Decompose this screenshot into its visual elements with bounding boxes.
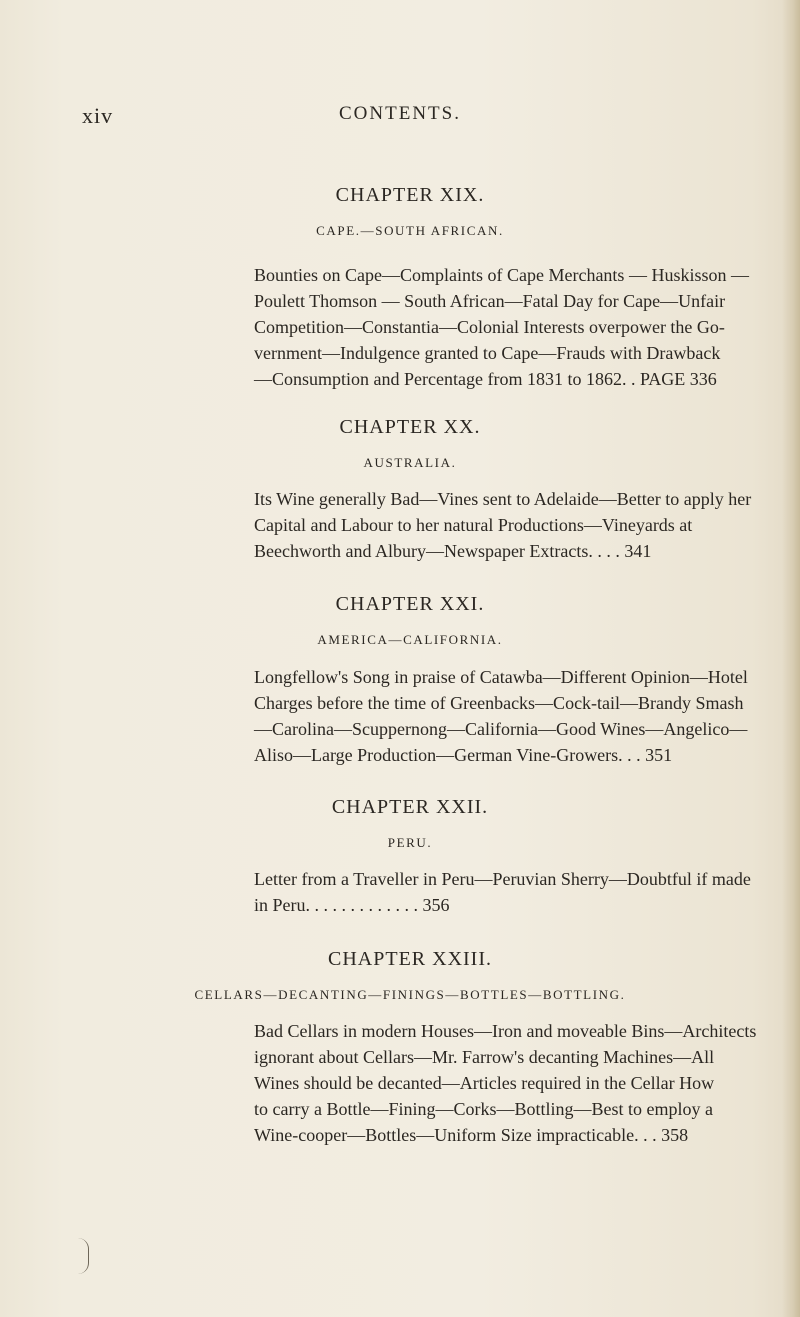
- summary-line: —Consumption and Percentage from 1831 to 1862. . PAGE 336: [254, 369, 717, 389]
- chapter-title: CHAPTER XXII.: [331, 796, 489, 818]
- summary-line: to carry a Bottle—Fining—Corks—Bottling—Best to employ a: [254, 1099, 713, 1119]
- summary-line: ignorant about Cellars—Mr. Farrow's decanting Machines—All: [254, 1047, 715, 1067]
- page-header: [0, 103, 800, 133]
- summary-line: Competition—Constantia—Colonial Interests overpower the Go-: [254, 317, 725, 337]
- summary-line: Longfellow's Song in praise of Catawba—Different Opinion—Hotel: [254, 667, 748, 687]
- chapter-subtitle: CAPE.—SOUTH AFRICAN.: [316, 223, 504, 238]
- summary-line: Capital and Labour to her natural Productions—Vineyards at: [254, 515, 693, 535]
- chapter-subtitle: PERU.: [387, 835, 433, 850]
- chapter-heading-xix: [0, 183, 800, 240]
- summary-line: Aliso—Large Production—German Vine-Growers. . . 351: [254, 745, 673, 765]
- chapter-heading-xxiii: [0, 947, 800, 1004]
- summary-line: vernment—Indulgence granted to Cape—Frauds with Drawback: [254, 343, 721, 363]
- summary-line: Poulett Thomson — South African—Fatal Day for Cape—Unfair: [254, 291, 726, 311]
- margin-bracket-mark: [78, 1238, 89, 1274]
- summary-line: Beechworth and Albury—Newspaper Extracts. . . . 341: [254, 541, 652, 561]
- chapter-subtitle: CELLARS—DECANTING—FININGS—BOTTLES—BOTTLING.: [194, 987, 626, 1002]
- chapter-heading-xxii: [0, 795, 800, 852]
- chapter-summary-xxii: [254, 866, 766, 918]
- chapter-subtitle: AMERICA—CALIFORNIA.: [317, 632, 503, 647]
- running-title: CONTENTS.: [339, 103, 461, 124]
- chapter-heading-xxi: [0, 592, 800, 649]
- summary-line: Wines should be decanted—Articles required in the Cellar How: [254, 1073, 715, 1093]
- chapter-summary-xxiii: [254, 1018, 766, 1148]
- chapter-title: CHAPTER XIX.: [335, 184, 485, 206]
- summary-line: Bad Cellars in modern Houses—Iron and moveable Bins—Architects: [254, 1021, 757, 1041]
- chapter-heading-xx: [0, 415, 800, 472]
- summary-line: Letter from a Traveller in Peru—Peruvian Sherry—Doubtful if made: [254, 869, 751, 889]
- summary-line: Its Wine generally Bad—Vines sent to Adelaide—Better to apply her: [254, 489, 752, 509]
- chapter-subtitle: AUSTRALIA.: [363, 455, 457, 470]
- chapter-summary-xx: [254, 486, 766, 564]
- summary-line: Bounties on Cape—Complaints of Cape Merchants — Huskisson —: [254, 265, 749, 285]
- page-folio: xiv: [82, 103, 114, 128]
- summary-line: in Peru. . . . . . . . . . . . . 356: [254, 895, 450, 915]
- summary-line: —Carolina—Scuppernong—California—Good Wines—Angelico—: [254, 719, 748, 739]
- summary-line: Charges before the time of Greenbacks—Cock-tail—Brandy Smash: [254, 693, 744, 713]
- summary-line: Wine-cooper—Bottles—Uniform Size impracticable. . . 358: [254, 1125, 689, 1145]
- chapter-title: CHAPTER XXI.: [335, 593, 485, 615]
- chapter-summary-xix: [254, 262, 766, 392]
- chapter-title: CHAPTER XXIII.: [328, 948, 492, 970]
- chapter-summary-xxi: [254, 664, 766, 768]
- chapter-title: CHAPTER XX.: [339, 416, 481, 438]
